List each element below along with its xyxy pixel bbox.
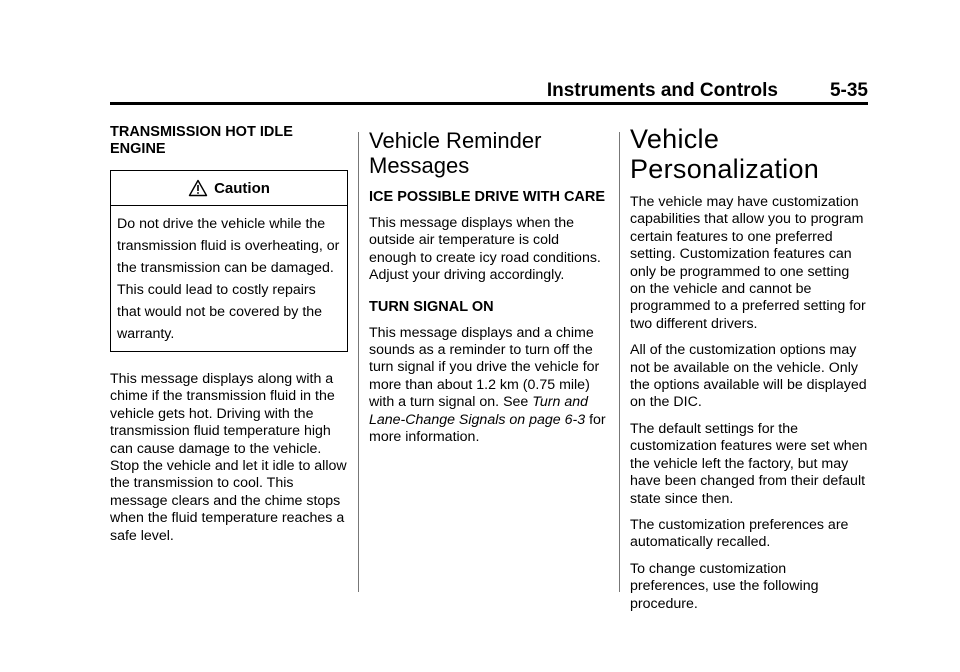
heading-transmission-hot: TRANSMISSION HOT IDLE ENGINE [110,124,293,157]
column-2 [369,124,607,455]
page-header [110,80,868,104]
paragraph: The vehicle may have customization capabilities that allow you to program certain features to one preferred setting. Customization features can only be programmed to one setting on the vehicle and cannot be programmed to a preferred setting for two different drivers. [630,194,866,332]
heading-vehicle-reminder: Vehicle Reminder Messages [369,128,542,178]
text: for more information. [369,411,606,446]
paragraph: This message displays when the outside air temperature is cold enough to create icy road conditions. Adjust your driving accordingly. [369,215,601,284]
caution-header [111,171,347,206]
text: This message displays and a chime sounds as a reminder to turn off the turn signal if you drive the vehicle for more than about 1.2 km (0.75 mile) with a turn signal on. See [369,324,600,411]
caution-box [110,170,348,352]
column-1 [110,124,348,554]
paragraph: The default settings for the customization features were set when the vehicle left the factory, but may have been changed from their default state since then. [630,420,868,507]
section-title: Instruments and Controls [546,80,778,101]
paragraph-turn-signal [369,325,607,447]
warning-triangle-icon [188,179,208,197]
column-3 [630,124,868,622]
page-reference-link[interactable]: Turn and Lane-Change Signals on page 6-3 [369,394,588,428]
heading-turn-signal: TURN SIGNAL ON [369,298,494,315]
column-divider [358,132,359,592]
paragraph: All of the customization options may not be available on the vehicle. Only the options available will be displayed on the DIC. [630,342,867,411]
column-divider [619,132,620,592]
caution-label: Caution [214,179,270,197]
paragraph: To change customization preferences, use the following procedure. [630,560,819,612]
page-number: 5-35 [829,80,868,101]
heading-vehicle-personalization: Vehicle Personalization [630,124,820,184]
paragraph: The customization preferences are automatically recalled. [630,516,849,551]
heading-ice-possible: ICE POSSIBLE DRIVE WITH CARE [369,189,606,205]
paragraph: This message displays along with a chime if the transmission fluid in the vehicle gets hot. Driving with the transmission fluid temperature high can cause damage to the vehicle. Stop the vehicle and let it idle to allow the transmission to cool. This message clears and the chime stops when the fluid temperature reaches a safe level. [110,371,347,544]
header-rule [110,102,868,105]
caution-text: Do not drive the vehicle while the transmission fluid is overheating, or the transmission can be damaged. This could lead to costly repairs that would not be covered by the warranty. [117,216,340,342]
